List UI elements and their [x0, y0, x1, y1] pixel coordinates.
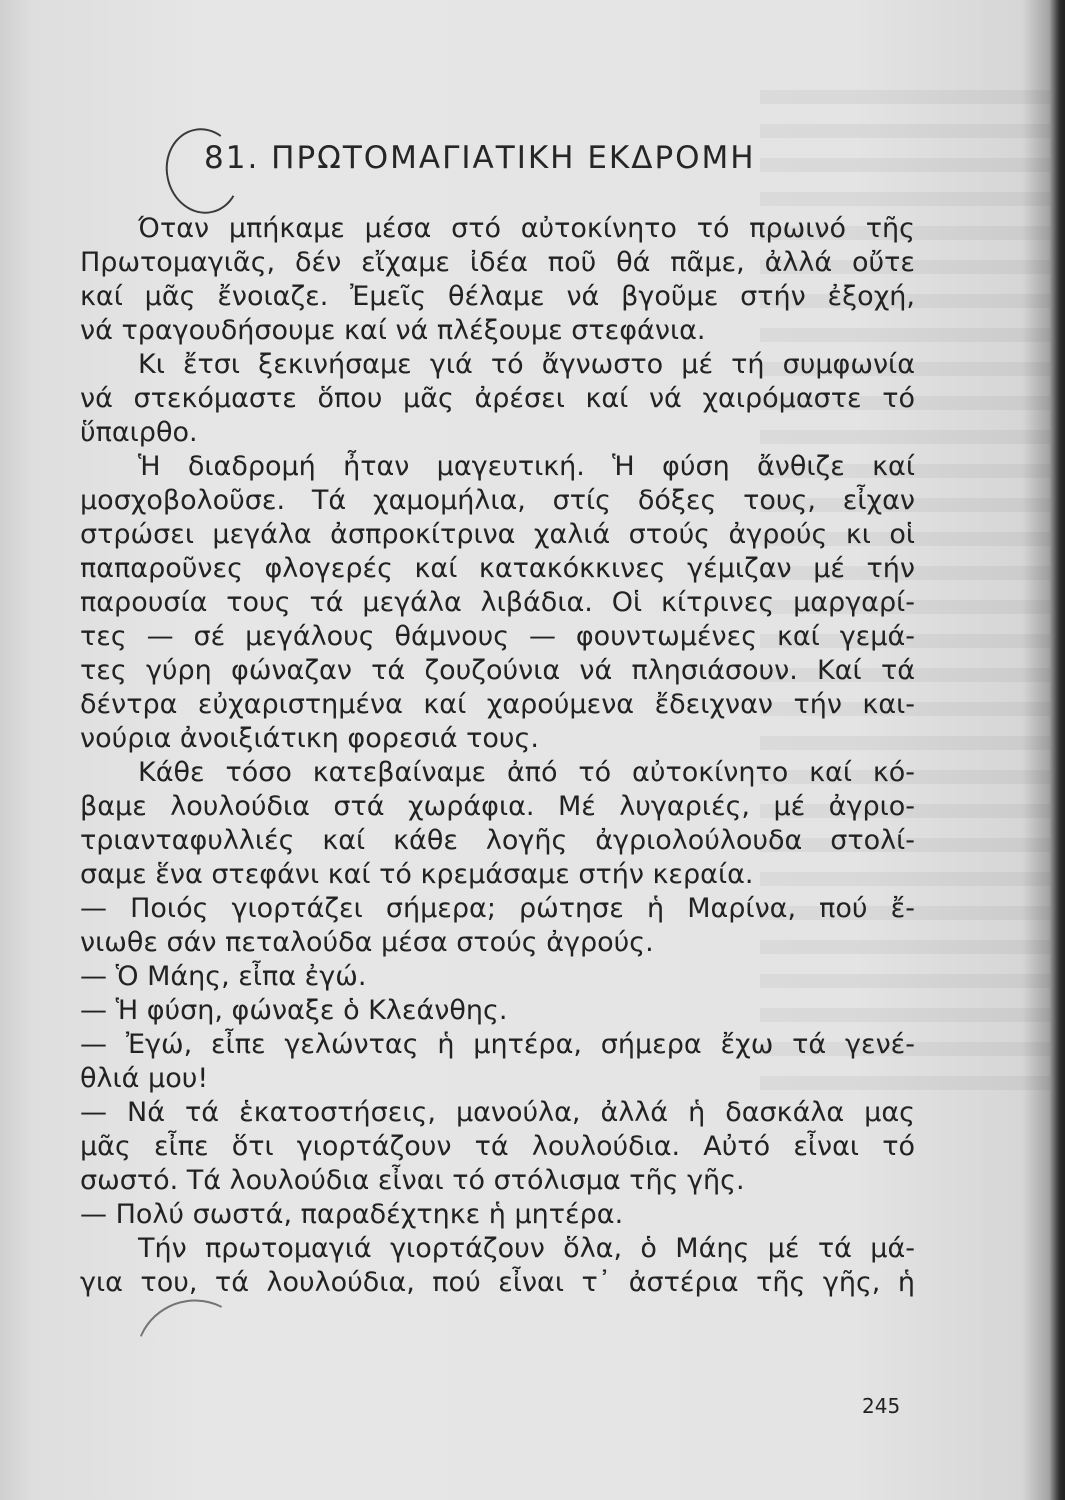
- text-line: δέντρα εὐχαριστημένα καί χαρούμενα ἔδειχναν τήν και-: [80, 689, 915, 720]
- text-line: μοσχοβολοῦσε. Τά χαμομήλια, στίς δόξες τους, εἶχαν: [80, 485, 915, 516]
- text-line: παρουσία τους τά μεγάλα λιβάδια. Οἱ κίτρινες μαργαρί-: [80, 587, 915, 618]
- text-line: σαμε ἕνα στεφάνι καί τό κρεμάσαμε στήν κεραία.: [80, 859, 754, 890]
- text-line: για του, τά λουλούδια, πού εἶναι τ᾿ ἀστέρια τῆς γῆς, ἡ: [80, 1267, 915, 1298]
- text-line: καί μᾶς ἔνοιαζε. Ἐμεῖς θέλαμε νά βγοῦμε στήν ἐξοχή,: [80, 281, 915, 312]
- text-line: παπαροῦνες φλογερές καί κατακόκκινες γέμιζαν μέ τήν: [80, 553, 915, 584]
- chapter-title: 81. ΠΡΩΤΟΜΑΓΙΑΤΙΚΗ ΕΚΔΡΟΜΗ: [204, 140, 756, 176]
- dialogue-line: θλιά μου!: [80, 1063, 209, 1094]
- text-line: Τήν πρωτομαγιά γιορτάζουν ὅλα, ὁ Μάης μέ τά μά-: [138, 1233, 915, 1264]
- text-line: Κάθε τόσο κατεβαίναμε ἀπό τό αὐτοκίνητο καί κό-: [138, 757, 915, 788]
- text-line: βαμε λουλούδια στά χωράφια. Μέ λυγαριές, μέ ἀγριο-: [80, 791, 915, 822]
- dialogue-line: — Πολύ σωστά, παραδέχτηκε ἡ μητέρα.: [80, 1199, 624, 1230]
- text-line: νά στεκόμαστε ὅπου μᾶς ἀρέσει καί νά χαιρόμαστε τό: [80, 383, 915, 414]
- dialogue-line: — Ποιός γιορτάζει σήμερα; ρώτησε ἡ Μαρίνα, πού ἔ-: [80, 893, 915, 924]
- dialogue-line: — Νά τά ἑκατοστήσεις, μανούλα, ἀλλά ἡ δασκάλα μας: [80, 1097, 915, 1128]
- text-line: ὕπαιρθο.: [80, 417, 198, 448]
- text-line: τριανταφυλλιές καί κάθε λογῆς ἀγριολούλουδα στολί-: [80, 825, 915, 856]
- dialogue-line: νιωθε σάν πεταλούδα μέσα στούς ἀγρούς.: [80, 927, 654, 958]
- text-line: Πρωτομαγιᾶς, δέν εἴχαμε ἰδέα ποῦ θά πᾶμε, ἀλλά οὔτε: [80, 247, 915, 278]
- page-edge-shadow: [1049, 0, 1065, 1500]
- text-line: Ἡ διαδρομή ἦταν μαγευτική. Ἡ φύση ἄνθιζε καί: [138, 451, 915, 482]
- chapter-body: [80, 212, 915, 1300]
- text-line: νούρια ἀνοιξιάτικη φορεσιά τους.: [80, 723, 539, 754]
- dialogue-line: — Ἡ φύση, φώναξε ὁ Κλεάνθης.: [80, 995, 508, 1026]
- text-line: Κι ἔτσι ξεκινήσαμε γιά τό ἄγνωστο μέ τή συμφωνία: [138, 349, 915, 380]
- dialogue-line: — Ἐγώ, εἶπε γελώντας ἡ μητέρα, σήμερα ἔχω τά γενέ-: [80, 1029, 915, 1060]
- text-line: νά τραγουδήσουμε καί νά πλέξουμε στεφάνια.: [80, 315, 706, 346]
- text-line: τες — σέ μεγάλους θάμνους — φουντωμένες καί γεμά-: [80, 621, 915, 652]
- dialogue-line: σωστό. Τά λουλούδια εἶναι τό στόλισμα τῆς γῆς.: [80, 1165, 745, 1196]
- text-line: Όταν μπήκαμε μέσα στό αὐτοκίνητο τό πρωινό τῆς: [138, 213, 915, 244]
- dialogue-line: μᾶς εἶπε ὅτι γιορτάζουν τά λουλούδια. Αὐτό εἶναι τό: [80, 1131, 915, 1162]
- dialogue-line: — Ὁ Μάης, εἶπα ἐγώ.: [80, 961, 367, 992]
- text-line: τες γύρη φώναζαν τά ζουζούνια νά πλησιάσουν. Καί τά: [80, 655, 915, 686]
- page-number: 245: [862, 1394, 901, 1418]
- text-line: στρώσει μεγάλα ἀσπροκίτρινα χαλιά στούς ἀγρούς κι οἱ: [80, 519, 915, 550]
